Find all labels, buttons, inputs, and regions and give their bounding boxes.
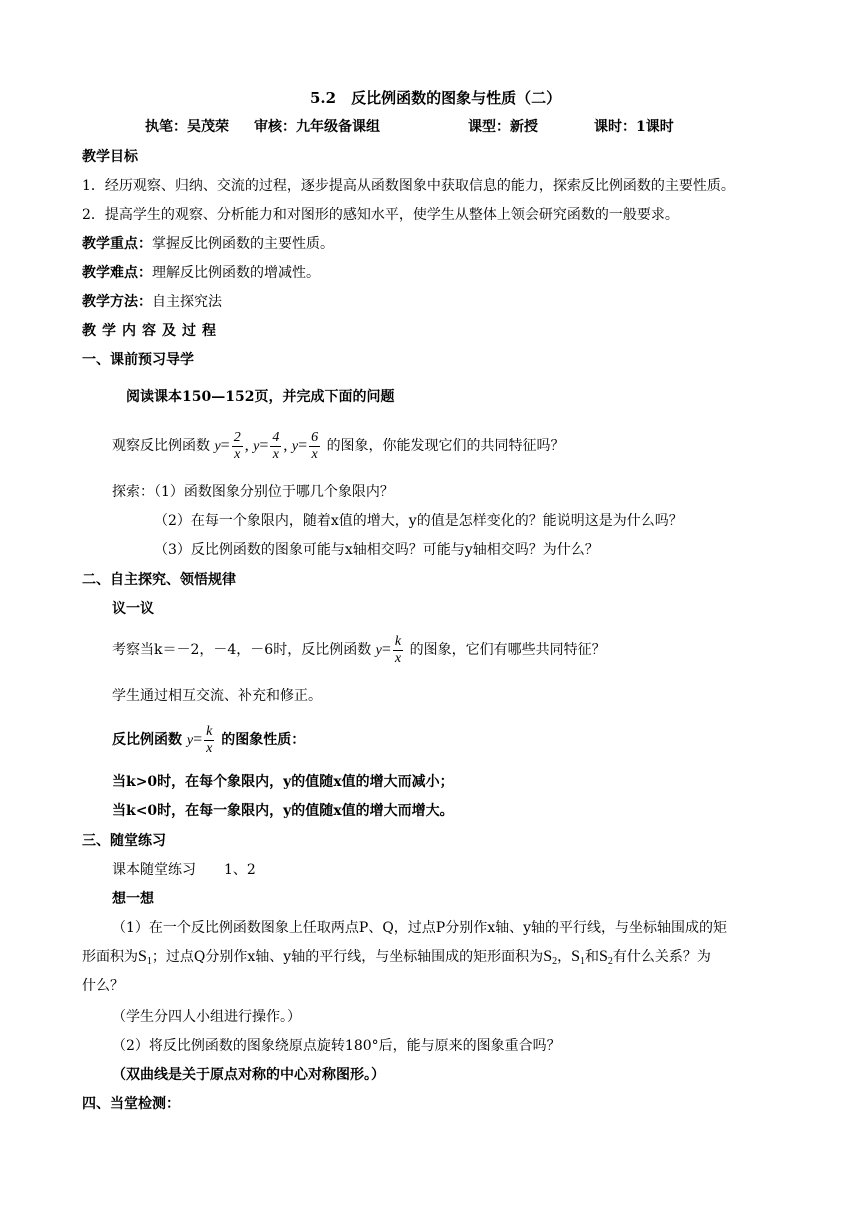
question-2-answer: （双曲线是关于原点对称的中心对称图形。）: [112, 1067, 385, 1083]
section3-heading: 三、随堂练习: [82, 833, 166, 849]
s1-symbol: $S_1$: [138, 948, 152, 967]
var-y: y: [253, 439, 260, 454]
difficulty-label: 教学难点：: [82, 265, 152, 281]
fraction-4-over-x: $\frac{4}{x}$: [272, 429, 280, 462]
key-point-label: 教学重点：: [82, 236, 152, 252]
var-y: y: [214, 439, 221, 454]
observe-suffix: 的图象，你能发现它们的共同特征吗？: [326, 438, 565, 454]
question-1-line-3: 什么？: [82, 978, 124, 994]
method-text: 自主探究法: [152, 294, 222, 310]
think-heading: 想一想: [112, 891, 154, 907]
method: [82, 292, 222, 312]
author: 执笔：吴茂荣: [145, 119, 229, 135]
page-title: 5.2 反比例函数的图象与性质（二）: [310, 89, 562, 107]
goal-item-1: 1．经历观察、归纳、交流的过程，逐步提高从函数图象中获取信息的能力，探索反比例函数的主要性质。: [82, 178, 735, 194]
q1-text-c: 和: [585, 949, 599, 965]
students-note: 学生通过相互交流、补充和修正。: [112, 688, 322, 704]
rule-2: 当k<0时，在每一象限内，y的值随x值的增大而增大。: [112, 803, 454, 819]
q1-text-b: ；过点Q分别作x轴、y轴的平行线，与坐标轴围成的矩形面积为: [151, 949, 544, 965]
difficulty: [82, 263, 320, 283]
s1-symbol-2: $S_1$: [571, 948, 585, 967]
consider-suffix: 的图象，它们有哪些共同特征？: [409, 642, 606, 658]
observe-prefix: 观察反比例函数: [112, 438, 210, 454]
consider-prefix: 考察当k＝－2，－4，－6时，反比例函数: [112, 642, 372, 658]
q1-text-a: 形面积为: [82, 949, 138, 965]
goals-heading: 教学目标: [82, 149, 138, 165]
q1-text-d: 有什么关系？为: [612, 949, 711, 965]
lesson-type: 课型：新授: [468, 119, 538, 135]
question-1-line-2: 形面积为$S_1$；过点Q分别作x轴、y轴的平行线，与坐标轴围成的矩形面积为$S_2$，$S_1$和$S_2$有什么关系？为: [82, 948, 711, 967]
s2-symbol: $S_2$: [543, 948, 558, 967]
key-point-text: 掌握反比例函数的主要性质。: [152, 236, 334, 252]
property-suffix: 的图象性质：: [221, 732, 306, 748]
method-label: 教学方法：: [82, 294, 152, 310]
explore-3: （3）反比例函数的图象可能与x轴相交吗？可能与y轴相交吗？为什么？: [154, 542, 599, 558]
process-heading: 教学内容及过程: [82, 323, 222, 339]
section2-heading: 二、自主探究、领悟规律: [82, 572, 236, 588]
explore-1: 探索：（1）函数图象分别位于哪几个象限内？: [112, 484, 394, 500]
fraction-2-over-x: $\frac{2}{x}$: [233, 429, 241, 462]
property-prefix: 反比例函数: [112, 732, 182, 748]
rule-1: 当k>0时，在每个象限内，y的值随x值的增大而减小；: [112, 774, 454, 790]
reading-instruction: 阅读课本150—152页，并完成下面的问题: [126, 389, 395, 405]
section4-heading: 四、当堂检测：: [82, 1096, 180, 1112]
observe-line: 观察反比例函数 y= $\frac{2}{x}$ , y= $\frac{4}{x}$ , y= $\frac{6}{x}$ 的图象，你能发现它们的共同特征吗？: [112, 429, 565, 462]
var-y: y: [186, 733, 194, 748]
fraction-6-over-x: $\frac{6}{x}$: [311, 429, 319, 462]
section1-heading: 一、课前预习导学: [82, 352, 194, 368]
question-2: （2）将反比例函数的图象绕原点旋转180°后，能与原来的图象重合吗？: [112, 1038, 561, 1054]
reviewer: 审核：九年级备课组: [254, 119, 380, 135]
period: 课时：1课时: [594, 119, 674, 135]
goal-item-2: 2．提高学生的观察、分析能力和对图形的感知水平，使学生从整体上领会研究函数的一般要求。: [82, 207, 679, 223]
property-line: 反比例函数 y= $\frac{k}{x}$ 的图象性质：: [112, 723, 306, 756]
fraction-k-over-x-2: $\frac{k}{x}$: [206, 723, 213, 756]
consider-line: 考察当k＝－2，－4，－6时，反比例函数 y= $\frac{k}{x}$ 的图象，它们有哪些共同特征？: [112, 633, 606, 666]
var-y: y: [375, 643, 382, 658]
var-y: y: [291, 439, 299, 454]
fraction-k-over-x: $\frac{k}{x}$: [394, 633, 402, 666]
difficulty-text: 理解反比例函数的增减性。: [152, 265, 320, 281]
key-point: [82, 234, 334, 254]
discuss-heading: 议一议: [112, 601, 154, 617]
question-1-line-1: （1）在一个反比例函数图象上任取两点P、Q，过点P分别作x轴、y轴的平行线，与坐标轴围成的矩: [112, 920, 728, 936]
explore-2: （2）在每一个象限内，随着x值的增大，y的值是怎样变化的？能说明这是为什么吗？: [154, 513, 683, 529]
group-note: （学生分四人小组进行操作。）: [112, 1009, 301, 1025]
practice-line: 课本随堂练习 1、2: [112, 862, 256, 878]
s2-symbol-2: $S_2$: [599, 948, 613, 967]
